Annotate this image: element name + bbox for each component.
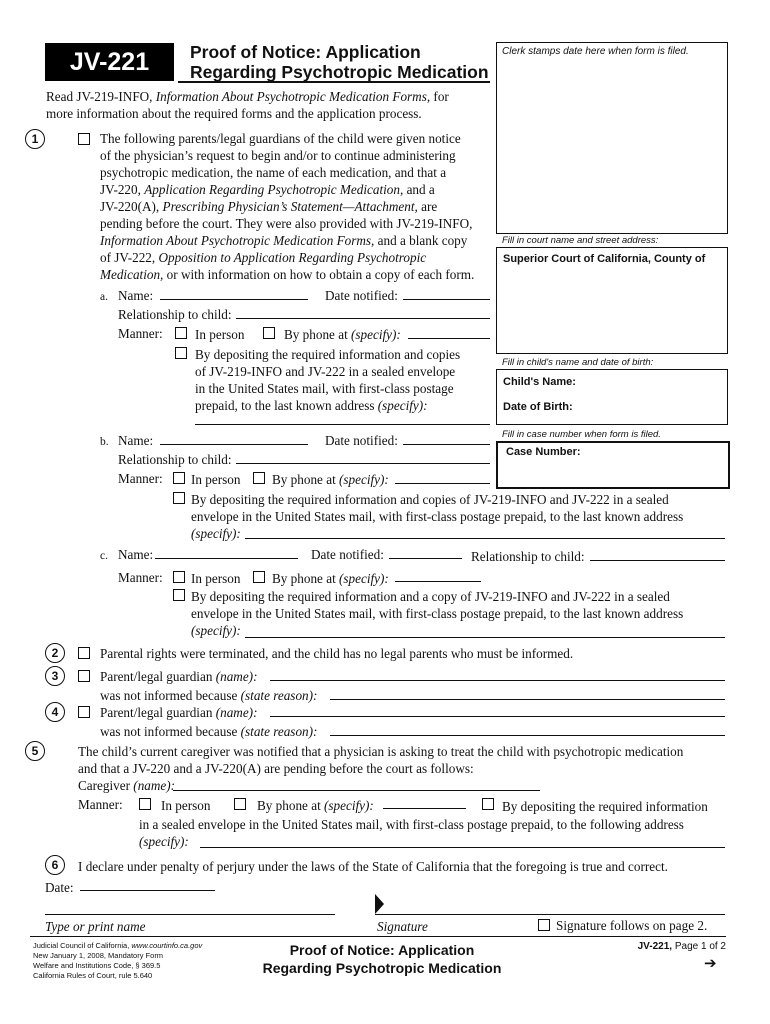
sub-a-date-label: Date notified: bbox=[325, 288, 398, 303]
sub-c-letter: c. bbox=[100, 550, 108, 562]
signature-label: Signature bbox=[377, 919, 428, 934]
item-3-name-label: Parent/legal guardian (name): bbox=[100, 669, 258, 684]
date-field[interactable] bbox=[80, 890, 215, 891]
sub-c-phone-label: By phone at (specify): bbox=[272, 571, 389, 586]
clerk-stamp-box bbox=[496, 42, 728, 234]
form-id-badge bbox=[45, 43, 174, 81]
footer-title: Proof of Notice: Application Regarding Psychotropic Medication bbox=[262, 942, 502, 976]
sub-a-phone-checkbox[interactable] bbox=[263, 327, 275, 339]
form-title-line2: Regarding Psychotropic Medication bbox=[190, 62, 489, 82]
sub-c-manner-label: Manner: bbox=[118, 570, 163, 585]
sub-c-phone-field[interactable] bbox=[395, 581, 481, 582]
header-rule bbox=[178, 81, 490, 83]
sub-c-phone-checkbox[interactable] bbox=[253, 571, 265, 583]
sub-b-deposit-text: By depositing the required information and copies of JV-219-INFO and JV-222 in a sealed envelope in the United States mail, with first-class postage prepaid, to the last known address (specify): bbox=[191, 492, 684, 541]
item-5-text: The child’s current caregiver was notified that a physician is asking to treat the child with psychotropic medication and that a JV-220 and a JV-220(A) are pending before the court as follows: Caregiver (name): bbox=[78, 744, 684, 793]
sub-a-date-field[interactable] bbox=[403, 299, 490, 300]
signature-follows-label: Signature follows on page 2. bbox=[556, 918, 708, 933]
item-5-in-person-checkbox[interactable] bbox=[139, 798, 151, 810]
sub-b-letter: b. bbox=[100, 436, 109, 448]
sub-b-deposit-checkbox[interactable] bbox=[173, 492, 185, 504]
footer-rule bbox=[30, 936, 726, 937]
footer-page: JV-221, Page 1 of 2 bbox=[637, 941, 726, 952]
sub-a-in-person-label: In person bbox=[195, 327, 245, 342]
sub-c-deposit-checkbox[interactable] bbox=[173, 589, 185, 601]
item-3-checkbox[interactable] bbox=[78, 670, 90, 682]
case-number-label: Case Number: bbox=[506, 446, 581, 458]
sub-a-deposit-text: By depositing the required information and copies of JV-219-INFO and JV-222 in a sealed envelope in the United States mail, with first-class postage prepaid, to the last known address (specify): bbox=[195, 347, 461, 413]
item-4-name-label: Parent/legal guardian (name): bbox=[100, 705, 258, 720]
item-5-deposit-checkbox[interactable] bbox=[482, 798, 494, 810]
item-5-phone-label: By phone at (specify): bbox=[257, 798, 374, 813]
item-2-text: Parental rights were terminated, and the child has no legal parents who must be informed. bbox=[100, 646, 574, 661]
sub-c-deposit-text: By depositing the required information and a copy of JV-219-INFO and JV-222 in a sealed envelope in the United States mail, with first-class postage prepaid, to the last known address (specify): bbox=[191, 589, 684, 638]
item-1-badge: 1 bbox=[25, 129, 45, 149]
court-label: Fill in court name and street address: bbox=[502, 235, 659, 246]
item-4-badge: 4 bbox=[45, 702, 65, 722]
court-value: Superior Court of California, County of bbox=[503, 253, 706, 265]
sub-b-rel-field[interactable] bbox=[236, 463, 490, 464]
case-label: Fill in case number when form is filed. bbox=[502, 429, 661, 440]
sub-a-deposit-checkbox[interactable] bbox=[175, 347, 187, 359]
item-3-name-field[interactable] bbox=[270, 680, 725, 681]
footer-left: Judicial Council of California, www.courtinfo.ca.gov New January 1, 2008, Mandatory Form Welfare and Institutions Code, § 369.5 California Rules of Court, rule 5.640 bbox=[33, 941, 203, 980]
item-1-checkbox[interactable] bbox=[78, 133, 90, 145]
sub-c-rel-field[interactable] bbox=[590, 560, 725, 561]
sub-a-phone-label: By phone at (specify): bbox=[284, 327, 401, 342]
sub-b-date-label: Date notified: bbox=[325, 433, 398, 448]
sub-b-phone-field[interactable] bbox=[395, 483, 490, 484]
item-2-checkbox[interactable] bbox=[78, 647, 90, 659]
sub-b-date-field[interactable] bbox=[403, 444, 490, 445]
sub-c-in-person-checkbox[interactable] bbox=[173, 571, 185, 583]
type-name-label: Type or print name bbox=[45, 919, 146, 934]
item-6-badge: 6 bbox=[45, 855, 65, 875]
item-2-badge: 2 bbox=[45, 643, 65, 663]
sub-a-rel-field[interactable] bbox=[236, 318, 490, 319]
child-name-label: Child's Name: bbox=[503, 376, 576, 388]
item-6-text: I declare under penalty of perjury under the laws of the State of California that the foregoing is true and correct. bbox=[78, 859, 668, 874]
sub-c-in-person-label: In person bbox=[191, 571, 241, 586]
sub-c-date-field[interactable] bbox=[389, 558, 462, 559]
sub-c-rel-label: Relationship to child: bbox=[471, 549, 585, 564]
form-title bbox=[190, 42, 489, 82]
sub-a-name-label: Name: bbox=[118, 288, 154, 303]
item-5-address-text: in a sealed envelope in the United States mail, with first-class postage prepaid, to the following address (specify): bbox=[139, 817, 684, 849]
item-5-address-field[interactable] bbox=[200, 847, 725, 848]
print-name-field[interactable] bbox=[45, 914, 335, 915]
item-5-badge: 5 bbox=[25, 741, 45, 761]
sub-a-manner-label: Manner: bbox=[118, 326, 163, 341]
sub-a-in-person-checkbox[interactable] bbox=[175, 327, 187, 339]
item-5-phone-field[interactable] bbox=[383, 808, 466, 809]
sub-b-in-person-label: In person bbox=[191, 472, 241, 487]
item-5-caregiver-field[interactable] bbox=[173, 790, 540, 791]
item-4-checkbox[interactable] bbox=[78, 706, 90, 718]
next-page-arrow-icon: ➔ bbox=[704, 955, 717, 972]
sub-c-address-field[interactable] bbox=[245, 637, 725, 638]
date-label: Date: bbox=[45, 880, 74, 895]
sub-a-rel-label: Relationship to child: bbox=[118, 307, 232, 322]
item-5-manner-label: Manner: bbox=[78, 797, 123, 812]
item-4-name-field[interactable] bbox=[270, 716, 725, 717]
dob-label: Date of Birth: bbox=[503, 401, 573, 413]
clerk-stamp-label: Clerk stamps date here when form is filed. bbox=[502, 46, 689, 57]
sub-b-name-label: Name: bbox=[118, 433, 154, 448]
signature-field[interactable] bbox=[375, 914, 725, 915]
sub-b-rel-label: Relationship to child: bbox=[118, 452, 232, 467]
form-id: JV-221 bbox=[69, 48, 150, 76]
sub-c-date-label: Date notified: bbox=[311, 547, 384, 562]
item-3-badge: 3 bbox=[45, 666, 65, 686]
sub-b-address-field[interactable] bbox=[245, 538, 725, 539]
signature-arrow-icon bbox=[375, 894, 384, 914]
sub-b-name-field[interactable] bbox=[160, 444, 308, 445]
item-3-reason-label: was not informed because (state reason): bbox=[100, 688, 318, 703]
intro-text: Read JV-219-INFO, Information About Psychotropic Medication Forms, for more information about the required forms and the application process. bbox=[46, 89, 449, 121]
sub-b-manner-label: Manner: bbox=[118, 471, 163, 486]
item-1-text: The following parents/legal guardians of the child were given notice of the physician’s request to begin and/or to continue administering psychotropic medication, the name of each medication, and that a JV-220, Application Regarding Psychotropic Medication, and a JV-220(A), Prescribing Physician’s Statement—Attachment, are pending before the court. They were also provided with JV-219-INFO, Information About Psychotropic Medication Forms, and a blank copy of JV-222, Opposition to Application Regarding Psychotropic Medication, or with information on how to obtain a copy of each form. bbox=[100, 131, 475, 282]
child-label: Fill in child's name and date of birth: bbox=[502, 357, 654, 368]
item-4-reason-label: was not informed because (state reason): bbox=[100, 724, 318, 739]
sub-c-name-field[interactable] bbox=[155, 558, 298, 559]
sub-a-address-field[interactable] bbox=[195, 424, 490, 425]
item-4-reason-field[interactable] bbox=[330, 735, 725, 736]
item-5-deposit-label: By depositing the required information bbox=[502, 799, 708, 814]
sub-a-letter: a. bbox=[100, 291, 108, 303]
sub-b-phone-label: By phone at (specify): bbox=[272, 472, 389, 487]
signature-follows-checkbox[interactable] bbox=[538, 919, 550, 931]
sub-a-phone-field[interactable] bbox=[408, 338, 490, 339]
sub-c-name-label: Name: bbox=[118, 547, 154, 562]
sub-a-name-field[interactable] bbox=[160, 299, 308, 300]
sub-b-in-person-checkbox[interactable] bbox=[173, 472, 185, 484]
item-5-phone-checkbox[interactable] bbox=[234, 798, 246, 810]
sub-b-phone-checkbox[interactable] bbox=[253, 472, 265, 484]
item-3-reason-field[interactable] bbox=[330, 699, 725, 700]
form-title-line1: Proof of Notice: Application bbox=[190, 42, 421, 62]
item-5-in-person-label: In person bbox=[161, 798, 211, 813]
